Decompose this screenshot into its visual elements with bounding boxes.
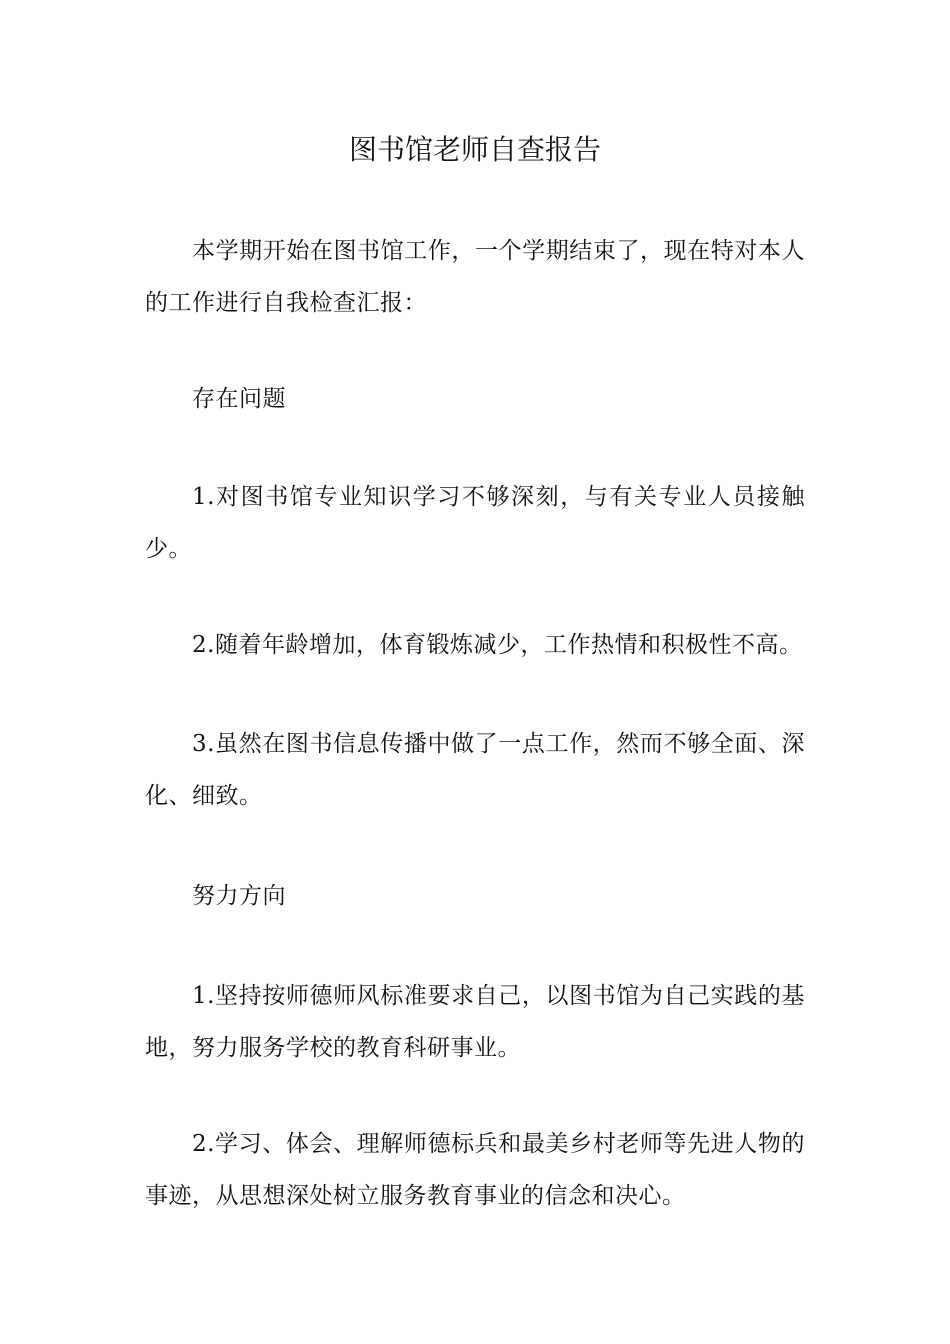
direction-item-1: 1.坚持按师德师风标准要求自己，以图书馆为自己实践的基地，努力服务学校的教育科研事业。: [145, 983, 805, 1061]
section-heading-direction: 努力方向: [192, 883, 286, 909]
problem-item-2: 2.随着年龄增加，体育锻炼减少，工作热情和积极性不高。: [192, 632, 803, 658]
problem-item-3: 3.虽然在图书信息传播中做了一点工作，然而不够全面、深化、细致。: [145, 731, 805, 809]
document-title: 图书馆老师自查报告: [348, 133, 601, 166]
intro-paragraph: 本学期开始在图书馆工作，一个学期结束了，现在特对本人的工作进行自我检查汇报：: [145, 238, 805, 316]
problem-item-1: 1.对图书馆专业知识学习不够深刻，与有关专业人员接触少。: [145, 484, 805, 562]
direction-item-2: 2.学习、体会、理解师德标兵和最美乡村老师等先进人物的事迹，从思想深处树立服务教育事业的信念和决心。: [145, 1131, 805, 1209]
section-heading-problems: 存在问题: [192, 386, 286, 412]
